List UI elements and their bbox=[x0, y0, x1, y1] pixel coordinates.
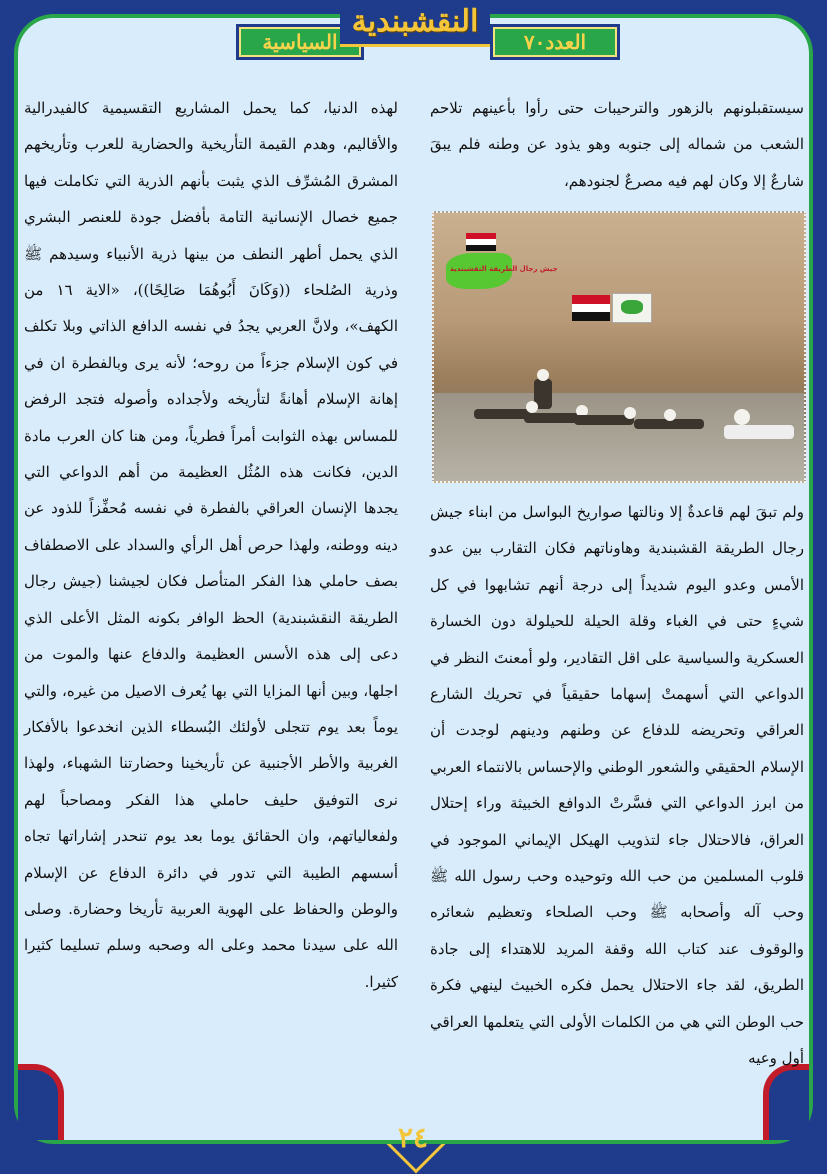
fighter-head bbox=[526, 401, 538, 413]
fighter-head bbox=[537, 369, 549, 381]
section-label: السياسية bbox=[236, 24, 364, 60]
page-number: ٢٤ bbox=[383, 1118, 443, 1160]
corner-decoration-left bbox=[18, 1064, 64, 1140]
fighter-head bbox=[624, 407, 636, 419]
article-right-column-bottom bbox=[430, 494, 804, 1077]
iraq-flag-icon bbox=[572, 295, 610, 321]
emblem-text: جيش رجال الطريقة النقشبندية bbox=[450, 265, 558, 273]
emblem-flag-icon bbox=[466, 233, 496, 253]
magazine-logo: النقشبندية bbox=[340, 0, 490, 47]
army-emblem bbox=[446, 231, 558, 291]
banner-icon bbox=[612, 293, 652, 323]
page-header bbox=[0, 0, 827, 60]
article-photo bbox=[432, 211, 806, 483]
paragraph: ولم تبقَ لهم قاعدةٌ إلا ونالتها صواريخ البواسل من ابناء جيش رجال الطريقة القشبندية وهاوناتهم فكان التقارب بين عدو الأمس وعدو اليوم شديداً إلى درجة أنهم تشابهوا في كل شيءٍ حتى في الغباء وقلة الحيلة للحيلولة دون الخسارة العسكرية والسياسية على اقل التقادير، ولو أمعنتَ النظر في الدواعي التي أسهمتْ إسهاما حقيقياً في تحريك الشارع العراقي وتحريضه للدفاع عن وطنهم ودينهم لوجدت أن الإسلام الحقيقي والشعور الوطني والإحساس بالانتماء العربي من ابرز الدواعي التي فسَّرتْ الدوافع الخبيثة وراء إحتلال العراق، فالاحتلال جاء لتذويب الهيكل الإيماني الموجود في قلوب المسلمين من حب الله وتوحيده وحب رسول الله ﷺ وحب آله وأصحابه ﷺ وحب الصلحاء وتعظيم شعائره والوقوف عند كتاب الله وقفة المريد للاهتداء إلى جادة الطريق، لقد جاء الاحتلال يحمل فكره الخبيث لينهي فكرة حب الوطن التي هي من الكلمات الأولى التي يتعلمها العراقي أول وعيه bbox=[430, 503, 804, 1068]
fighter-figure bbox=[724, 425, 794, 439]
fighter-head bbox=[734, 409, 750, 425]
article-left-column bbox=[24, 90, 398, 1000]
paragraph: لهذه الدنيا، كما يحمل المشاريع التقسيمية كالفيدرالية والأقاليم، وهدم القيمة التأريخية والحضارية للعرب وتأريخهم المشرق المُشرِّف الذي يثبت بأنهم الذرية التي تكاملت فيها جميع خصال الإنسانية التامة بأفضل جودة للعنصر البشري الذي يحمل أطهر النطف من بينها ذرية الأنبياء وسيدهم ﷺ وذرية الصُلحاء ((وَكَانَ أَبُوهُمَا صَالِحًا))، «الاية ١٦ من الكهف»، ولانَّ العربي يجدُ في نفسه الدافع الذاتي وبلا تكلف في كون الإسلام جزءاً من روحه؛ لأنه يرى وبالفطرة ان في إهانة الإسلام أهانةً لتأريخه ولأجداده وأصوله فتجد الرفض للمساس بهذه الثوابت أمراً فطرياً، ومن هنا كان العرب مادة الدين، فكانت هذه المُثُل العظيمة من أهم الدواعي التي يجدها الإنسان العراقي بالفطرة في نفسه مُحفِّزاً للذود عن دينه ووطنه، ولهذا حرص أهل الرأي والسداد على الاصطفاف بصف حاملي هذا الفكر المتأصل فكان لجيشنا (جيش رجال الطريقة النقشبندية) الحظ الوافر بكونه المثل الأعلى الذي دعى إلى هذه الأسس العظيمة والدفاع عنها والموت من اجلها، وبين أنها المزايا التي بها يُعرف الاصيل من غيره، والتي يوماً بعد يوم تتجلى لأولئك البُسطاء الذين انخدعوا بالأفكار الغربية والأطر الأجنبية عن تأريخينا وحضارتنا الشهباء، ولهذا نرى التوفيق حليف حاملي هذا الفكر ومصاحباً لهم ولفعالياتهم، وان الحقائق يوما بعد يوم تنحدر إشاراتها تجاه أسسهم الطيبة التي تدور في دائرة الدفاع عن الإسلام والوطن والحفاظ على الهوية العربية تأريخا وحضارة. وصلى الله على سيدنا محمد وعلى اله وصحبه وسلم تسليما كثيرا كثيرا. bbox=[24, 99, 398, 991]
paragraph: سيستقبلونهم بالزهور والترحيبات حتى رأوا بأعينهم تلاحم الشعب من شماله إلى جنوبه وهو يذود عن وطنه فلم يبقَ شارعٌ إلا وكان لهم فيه مصرعٌ لجنودهم، bbox=[430, 99, 804, 190]
article-right-column-top bbox=[430, 90, 804, 199]
fighter-head bbox=[664, 409, 676, 421]
issue-label: العدد٧٠ bbox=[490, 24, 620, 60]
